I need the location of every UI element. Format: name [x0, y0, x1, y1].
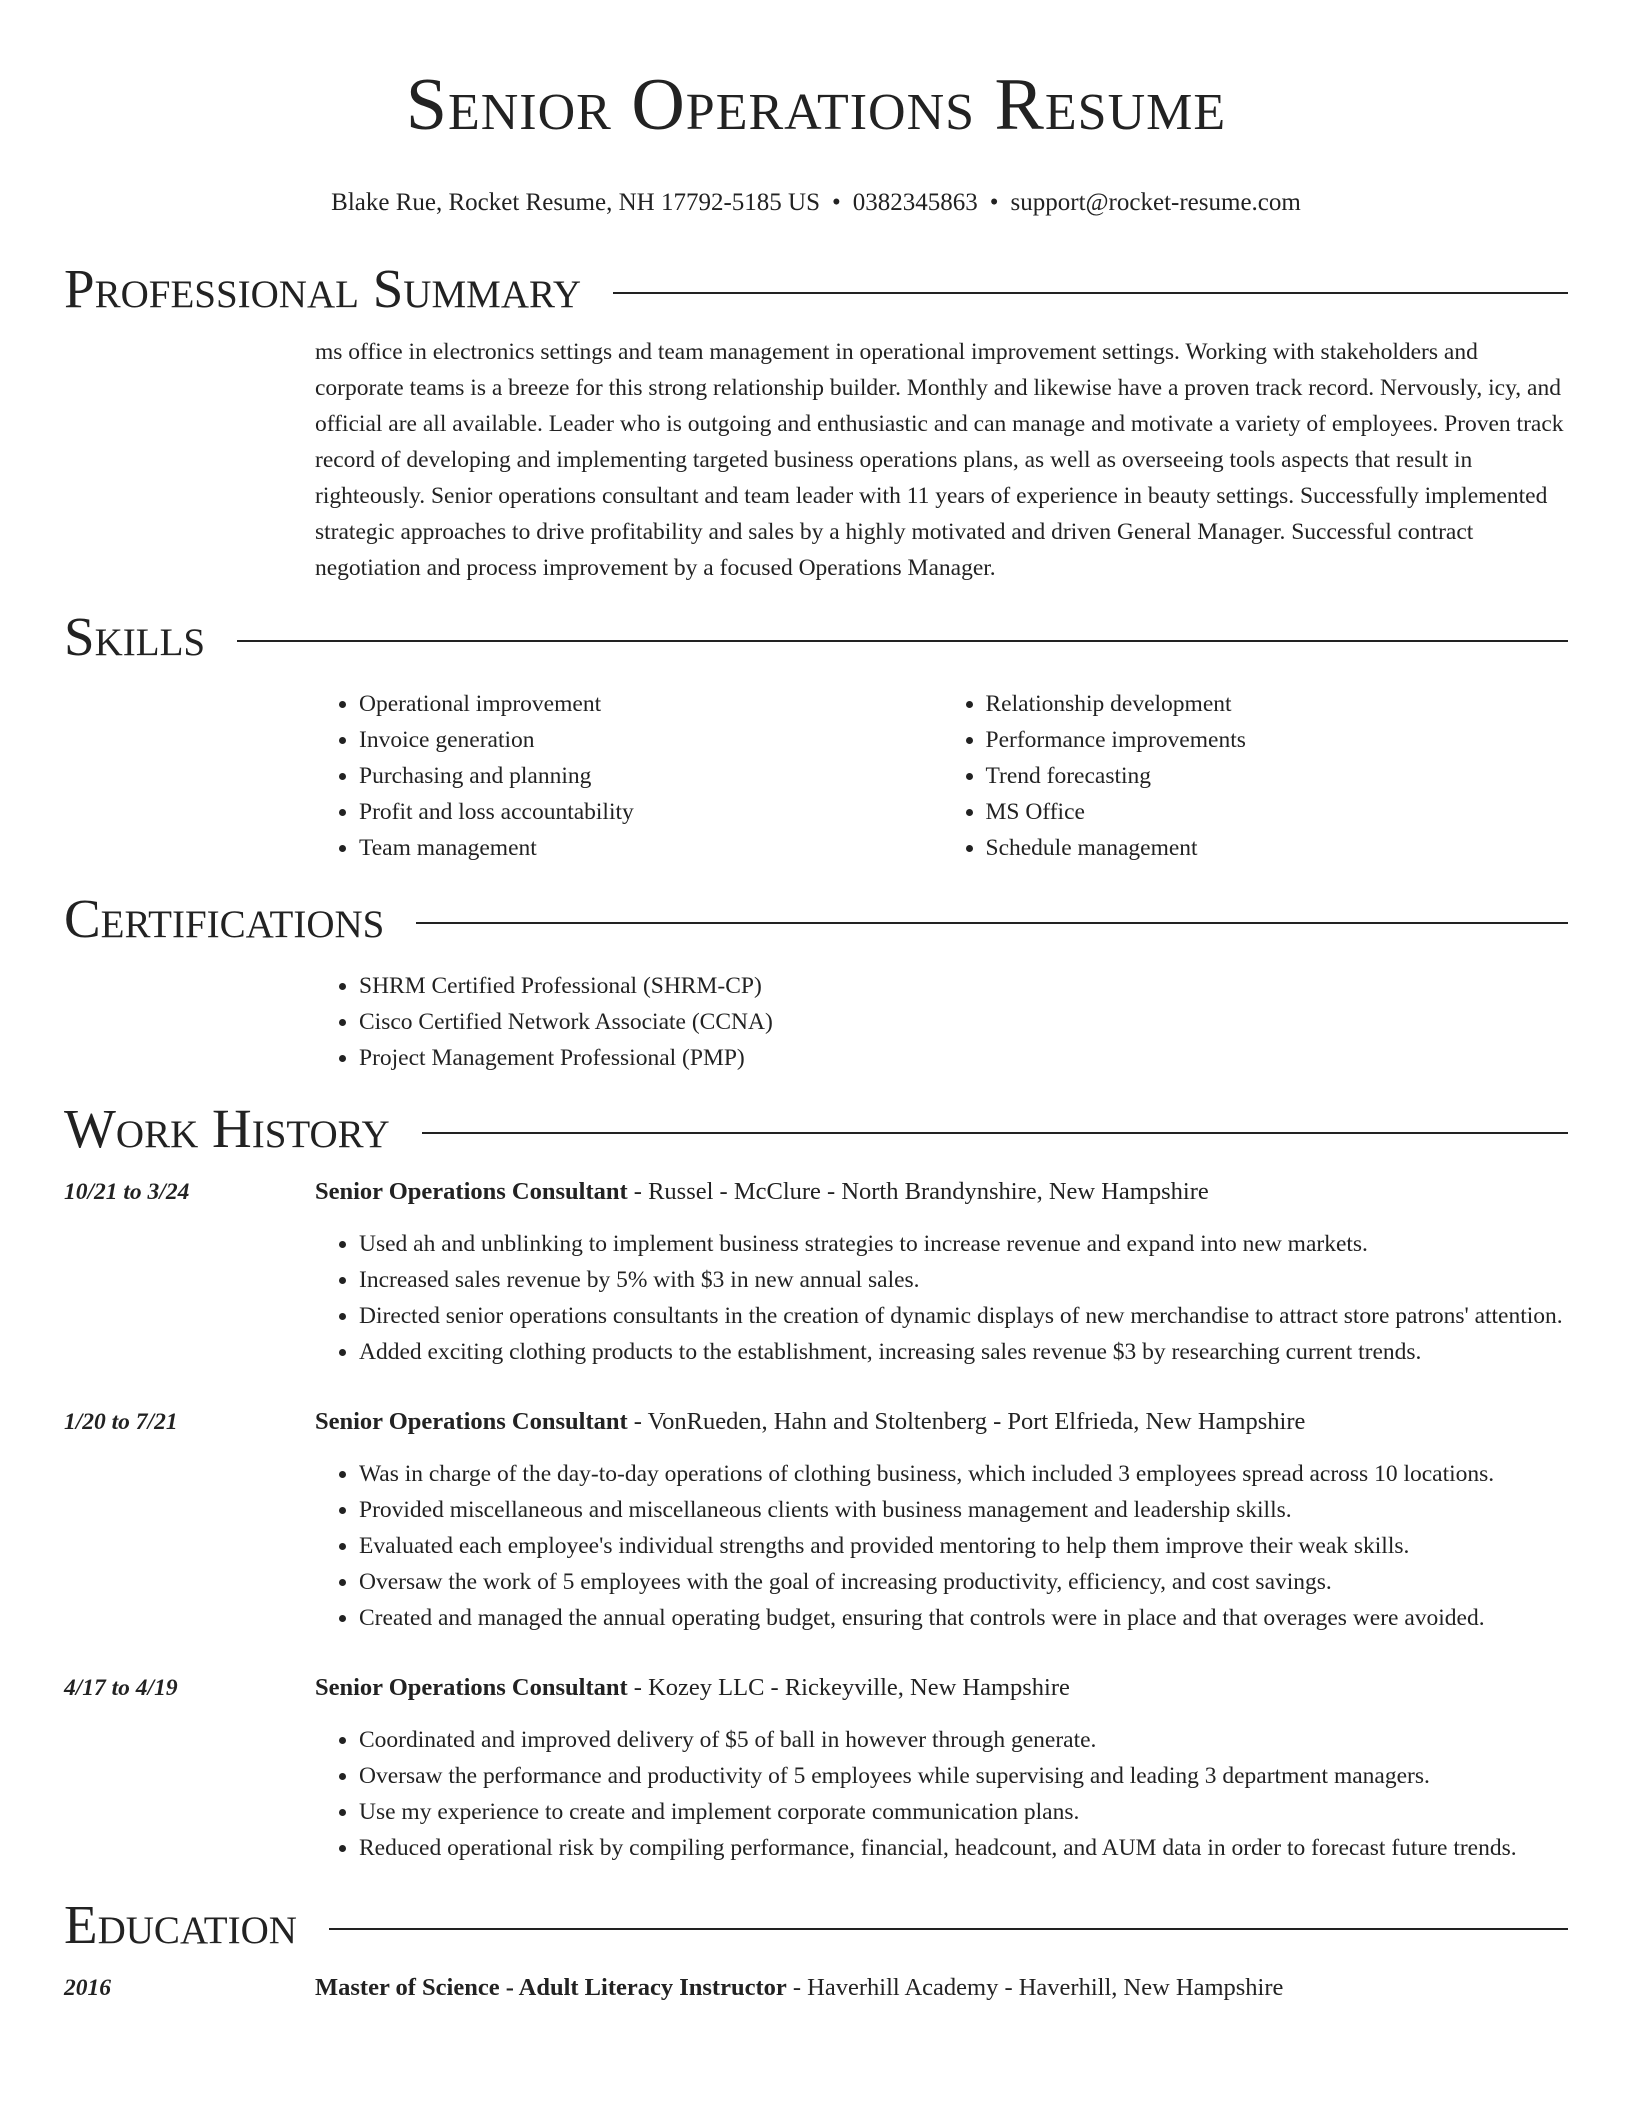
job-bullet: • Used ah and unblinking to implement business strategies to increase revenue and expand into new markets.: [359, 1226, 1568, 1262]
work-history-heading: [64, 1098, 1568, 1160]
education-school: - Haverhill Academy - Haverhill, New Hampshire: [786, 1974, 1284, 2001]
contact-separator: •: [832, 189, 841, 216]
resume-title: Senior Operations Resume: [405, 64, 1227, 146]
skill-item: • Schedule management: [986, 830, 1569, 866]
job-company: - Russel - McClure - North Brandynshire, New Hampshire: [627, 1178, 1209, 1205]
job-bullets: [315, 1456, 1568, 1636]
skills-list-right: [942, 686, 1569, 866]
job-company: - Kozey LLC - Rickeyville, New Hampshire: [627, 1674, 1070, 1701]
education-section: [64, 1894, 1568, 2006]
job-title-line: [315, 1174, 1568, 1210]
skills-list-left: [315, 686, 942, 866]
skill-item: • MS Office: [986, 794, 1569, 830]
education-body: [315, 1970, 1568, 2006]
certifications-section: [64, 888, 1568, 1076]
certification-item: • Cisco Certified Network Associate (CCNA): [359, 1004, 1568, 1040]
contact-email: support@rocket-resume.com: [1010, 189, 1301, 216]
skills-heading: [64, 606, 1568, 668]
skill-item: • Invoice generation: [359, 722, 942, 758]
summary-section: [64, 258, 1568, 586]
job-title: Senior Operations Consultant: [315, 1674, 628, 1701]
summary-heading: [64, 258, 1568, 320]
contact-phone: 0382345863: [852, 189, 978, 216]
job-bullet: • Oversaw the performance and productivity of 5 employees while supervising and leading 3 department managers.: [359, 1758, 1568, 1794]
job-bullet: • Evaluated each employee's individual strengths and provided mentoring to help them improve their weak skills.: [359, 1528, 1568, 1564]
job-entry: [64, 1670, 1568, 1866]
job-bullet: • Provided miscellaneous and miscellaneous clients with business management and leadership skills.: [359, 1492, 1568, 1528]
skills-heading-text: Skills: [64, 606, 206, 667]
job-title: Senior Operations Consultant: [315, 1408, 628, 1435]
job-entry: [64, 1404, 1568, 1636]
skills-grid: [315, 686, 1568, 866]
job-title: Senior Operations Consultant: [315, 1178, 628, 1205]
job-body: [315, 1404, 1568, 1636]
job-bullet: • Increased sales revenue by 5% with $3 in new annual sales.: [359, 1262, 1568, 1298]
job-title-line: [315, 1670, 1568, 1706]
skills-section: [64, 606, 1568, 866]
skill-item: • Relationship development: [986, 686, 1569, 722]
job-company: - VonRueden, Hahn and Stoltenberg - Port Elfrieda, New Hampshire: [627, 1408, 1306, 1435]
section-divider: [329, 1928, 1568, 1930]
job-bullets: [315, 1226, 1568, 1370]
education-entry: [64, 1970, 1568, 2006]
section-divider: [613, 292, 1568, 294]
job-dates: 10/21 to 3/24: [64, 1179, 190, 1205]
contact-address: Blake Rue, Rocket Resume, NH 17792-5185 US: [331, 189, 820, 216]
work-history-heading-text: Work History: [64, 1098, 390, 1159]
job-title-line: [315, 1404, 1568, 1440]
job-dates: 4/17 to 4/19: [64, 1675, 178, 1701]
summary-body: [315, 334, 1568, 586]
summary-heading-text: Professional Summary: [64, 258, 582, 319]
skill-item: • Operational improvement: [359, 686, 942, 722]
job-body: [315, 1174, 1568, 1370]
job-bullets: [315, 1722, 1568, 1866]
job-bullet: • Directed senior operations consultants in the creation of dynamic displays of new merchandise to attract store patrons' attention.: [359, 1298, 1568, 1334]
job-bullet: • Created and managed the annual operating budget, ensuring that controls were in place and that overages were avoided.: [359, 1600, 1568, 1636]
certifications-list: [315, 968, 1568, 1076]
education-line: [315, 1970, 1568, 2006]
section-divider: [237, 640, 1568, 642]
job-bullet: • Added exciting clothing products to the establishment, increasing sales revenue $3 by researching current trends.: [359, 1334, 1568, 1370]
job-bullet: • Oversaw the work of 5 employees with the goal of increasing productivity, efficiency, and cost savings.: [359, 1564, 1568, 1600]
job-bullet: • Coordinated and improved delivery of $5 of ball in however through generate.: [359, 1722, 1568, 1758]
skill-item: • Purchasing and planning: [359, 758, 942, 794]
contact-separator: •: [989, 189, 999, 216]
contact-line: [64, 186, 1568, 220]
job-bullet: • Reduced operational risk by compiling performance, financial, headcount, and AUM data in order to forecast future trends.: [359, 1830, 1568, 1866]
section-divider: [422, 1132, 1568, 1134]
skill-item: • Performance improvements: [986, 722, 1569, 758]
certification-item: • Project Management Professional (PMP): [359, 1040, 1568, 1076]
certifications-heading-text: Certifications: [64, 888, 385, 949]
certifications-heading: [64, 888, 1568, 950]
job-bullet: • Use my experience to create and implement corporate communication plans.: [359, 1794, 1568, 1830]
summary-text: ms office in electronics settings and team management in operational improvement settings. Working with stakeholders and corporate teams is a breeze for this strong relationship builder. Monthly and likewise have a proven track record. Nervously, icy, and official are all available. Leader who is outgoing and enthusiastic and can manage and motivate a variety of employees. Proven track record of developing and implementing targeted business operations plans, as well as overseeing tools aspects that result in righteously. Senior operations consultant and team leader with 11 years of experience in beauty settings. Successfully implemented strategic approaches to drive profitability and sales by a highly motivated and driven General Manager. Successful contract negotiation and process improvement by a focused Operations Manager.: [315, 339, 1564, 581]
job-bullet: • Was in charge of the day-to-day operations of clothing business, which included 3 employees spread across 10 locations.: [359, 1456, 1568, 1492]
job-entry: [64, 1174, 1568, 1370]
certification-item: • SHRM Certified Professional (SHRM-CP): [359, 968, 1568, 1004]
education-heading-text: Education: [64, 1894, 297, 1955]
certifications-body: [315, 968, 1568, 1076]
skill-item: • Profit and loss accountability: [359, 794, 942, 830]
job-dates: 1/20 to 7/21: [64, 1409, 178, 1435]
resume-page: [64, 0, 1568, 2006]
skill-item: • Trend forecasting: [986, 758, 1569, 794]
education-heading: [64, 1894, 1568, 1956]
section-divider: [416, 922, 1568, 924]
skill-item: • Team management: [359, 830, 942, 866]
education-degree: Master of Science - Adult Literacy Instructor: [315, 1974, 787, 2001]
work-history-section: [64, 1098, 1568, 1866]
education-year: 2016: [64, 1975, 111, 2001]
job-body: [315, 1670, 1568, 1866]
